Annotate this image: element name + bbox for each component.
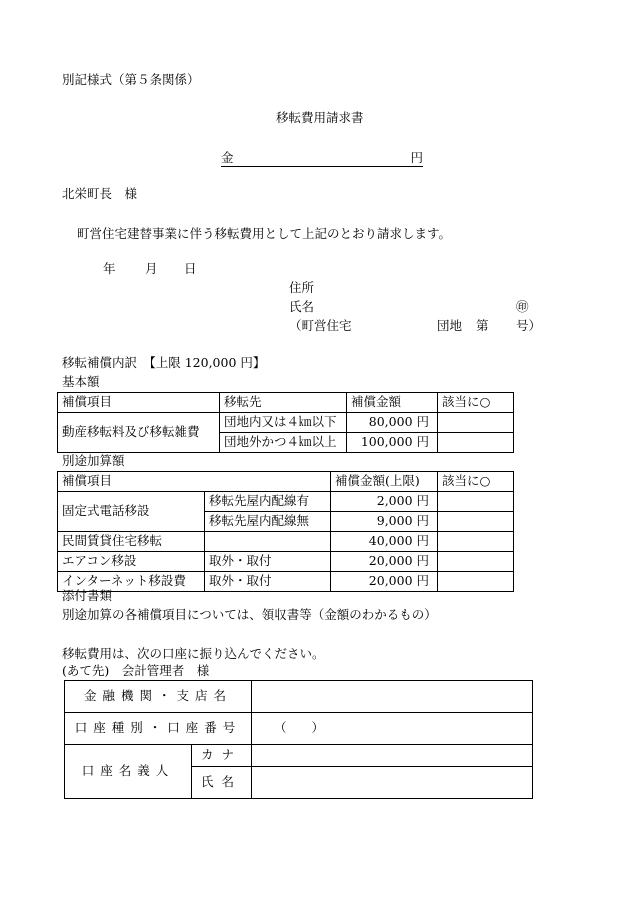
- header-amount-limit: 補償金額(上限): [331, 472, 438, 492]
- phone-item: 固定式電話移設: [58, 492, 205, 532]
- name-label: 氏名: [289, 299, 315, 314]
- account-field[interactable]: （ ）: [252, 713, 533, 745]
- transfer-to: (あて先) 会計管理者 様: [62, 663, 210, 678]
- attachment-text: 別途加算の各補償項目については、領収書等（金額のわかるもの）: [62, 607, 437, 622]
- applicable-cell[interactable]: [438, 433, 514, 453]
- housing-prefix: （町営住宅: [289, 318, 352, 333]
- danchi-label: 団地: [437, 318, 463, 333]
- table-header-row: [58, 393, 514, 413]
- sub-cell: 移転先屋内配線有: [205, 492, 331, 512]
- table-row: [58, 413, 514, 433]
- applicable-cell[interactable]: [438, 572, 514, 592]
- item-cell: 民間賃貸住宅移転: [58, 532, 205, 552]
- date-year: 年: [103, 261, 116, 276]
- header-destination: 移転先: [220, 393, 347, 413]
- destination-cell: 団地外かつ４㎞以上: [220, 433, 347, 453]
- header-applicable: 該当に○: [438, 472, 514, 492]
- go-label: 号）: [516, 318, 542, 333]
- date-month: 月: [145, 261, 158, 276]
- amount-cell: 2,000 円: [331, 492, 438, 512]
- attachment-heading: 添付書類: [62, 588, 113, 603]
- header-item: 補償項目: [58, 472, 331, 492]
- basic-table: [57, 392, 514, 453]
- amount-cell: 80,000 円: [347, 413, 438, 433]
- header-item: 補償項目: [58, 393, 220, 413]
- applicable-cell[interactable]: [438, 532, 514, 552]
- applicable-cell[interactable]: [438, 492, 514, 512]
- basic-heading: 基本額: [62, 374, 100, 389]
- date-day: 日: [184, 261, 197, 276]
- header-applicable: 該当に○: [438, 393, 514, 413]
- applicable-cell[interactable]: [438, 413, 514, 433]
- address-label: 住所: [289, 280, 315, 295]
- amount-cell: 100,000 円: [347, 433, 438, 453]
- dai-label: 第: [476, 318, 489, 333]
- institution-label: 金融機関・支店名: [65, 681, 252, 713]
- sub-cell: 移転先屋内配線無: [205, 512, 331, 532]
- amount-cell: 20,000 円: [331, 572, 438, 592]
- page-title: 移転費用請求書: [276, 110, 364, 125]
- table-row: [58, 552, 514, 572]
- form-reference: 別記様式（第５条関係）: [62, 72, 200, 87]
- transfer-text: 移転費用は、次の口座に振り込んでください。: [62, 646, 325, 661]
- institution-field[interactable]: [252, 681, 533, 713]
- amount-line: [221, 152, 423, 167]
- amount-suffix: 円: [410, 150, 423, 165]
- amount-prefix: 金: [221, 150, 234, 165]
- seal-mark: ㊞: [516, 299, 529, 314]
- item-cell: エアコン移設: [58, 552, 205, 572]
- table-row: [65, 745, 533, 767]
- amount-cell: 20,000 円: [331, 552, 438, 572]
- kana-field[interactable]: [252, 745, 533, 767]
- holder-name-field[interactable]: [252, 767, 533, 799]
- bank-account-table: [64, 680, 533, 799]
- sub-cell: 取外・取付: [205, 552, 331, 572]
- sub-cell: 取外・取付: [205, 572, 331, 592]
- additional-heading: 別途加算額: [62, 453, 125, 468]
- table-row: [58, 532, 514, 552]
- breakdown-heading: 移転補償内訳 【上限 120,000 円】: [62, 355, 266, 370]
- table-row: [58, 572, 514, 592]
- item-cell: インターネット移設費: [58, 572, 205, 592]
- additional-table: [57, 471, 514, 592]
- account-label: 口座種別・口座番号: [65, 713, 252, 745]
- table-row: [65, 713, 533, 745]
- table-header-row: [58, 472, 514, 492]
- holder-label: 口座名義人: [65, 745, 192, 799]
- destination-cell: 団地内又は４㎞以下: [220, 413, 347, 433]
- body-text: 町営住宅建替事業に伴う移転費用として上記のとおり請求します。: [77, 226, 452, 241]
- header-amount: 補償金額: [347, 393, 438, 413]
- table-row: [65, 681, 533, 713]
- amount-cell: 9,000 円: [331, 512, 438, 532]
- name-label: 氏名: [192, 767, 252, 799]
- basic-item: 動産移転料及び移転雑費: [58, 413, 220, 453]
- applicable-cell[interactable]: [438, 512, 514, 532]
- kana-label: カナ: [192, 745, 252, 767]
- table-row: [58, 492, 514, 512]
- addressee: 北栄町長 様: [62, 186, 138, 201]
- sub-cell: [205, 532, 331, 552]
- applicable-cell[interactable]: [438, 552, 514, 572]
- amount-cell: 40,000 円: [331, 532, 438, 552]
